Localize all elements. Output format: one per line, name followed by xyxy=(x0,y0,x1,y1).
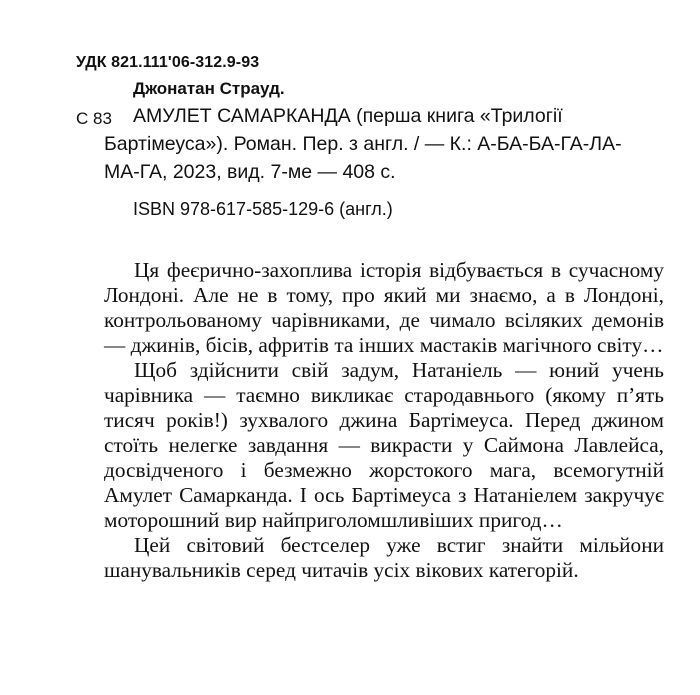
bibliographic-line-3: МА-ГА, 2023, вид. 7-ме — 408 с. xyxy=(104,161,396,183)
bibliographic-line-2: Бартімеуса»). Роман. Пер. з англ. / — К.: А-БА-БА-ГА-ЛА- xyxy=(104,133,622,155)
annotation-paragraph: Ця феєрично-захоплива історія відбувається в сучасному Лондоні. Але не в тому, про який ми знаємо, а в Лондоні, контрольованому чарівниками, де чимало всіляких демонів — джинів, бісів, афритів та інших мастаків магічного світу… xyxy=(104,258,664,357)
annotation xyxy=(104,258,664,583)
bibliographic-line-1: АМУЛЕТ САМАРКАНДА (перша книга «Трилогії xyxy=(133,105,563,127)
isbn: ISBN 978-617-585-129-6 (англ.) xyxy=(133,199,393,219)
udk-code: УДК 821.111'06-312.9-93 xyxy=(76,54,260,71)
catalog-code: С 83 xyxy=(76,109,112,128)
annotation-paragraph: Щоб здійснити свій задум, Натаніель — юний учень чарівника — таємно викликає стародавнього (якому п’ять тисяч років!) зухвалого джина Бартімеуса. Перед джином стоїть нелегке завдання — викрасти у Саймона Лавлейса, досвідченого і безмежно жорстокого мага, всемогутній Амулет Самарканда. І ось Бартімеуса з Натаніелем закручує моторошний вир найприголомшливіших пригод… xyxy=(104,358,664,532)
author-name: Джонатан Страуд. xyxy=(133,79,285,98)
annotation-paragraph: Цей світовий бестселер уже встиг знайти мільйони шанувальників серед читачів усіх вікових категорій. xyxy=(104,533,664,582)
